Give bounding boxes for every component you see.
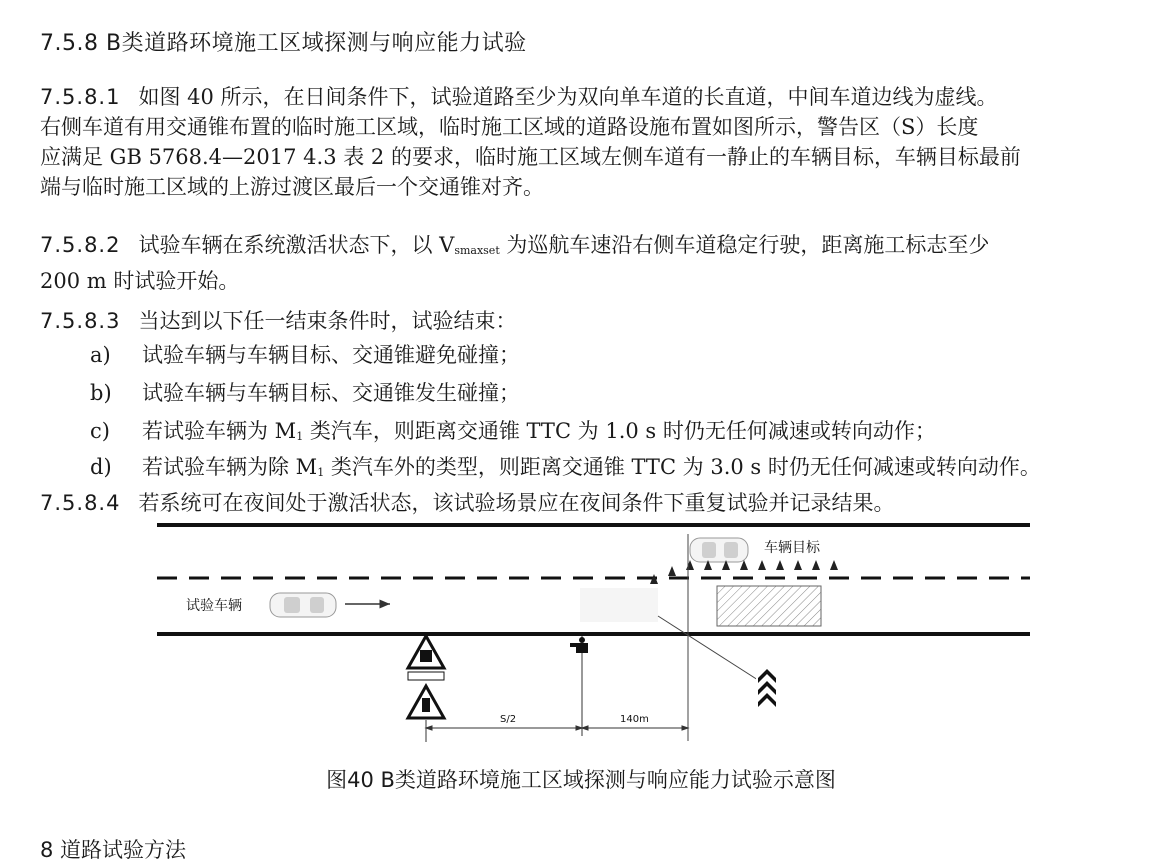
paragraph-line: 应满足 GB 5768.4—2017 4.3 表 2 的要求，临时施工区域左侧车道有一静止的车辆目标，车辆目标最前 xyxy=(40,145,1021,169)
list-label: b) xyxy=(90,381,112,405)
paragraph-7-5-8-2 xyxy=(40,230,1140,296)
dimension-140m-label: 140m xyxy=(620,714,649,725)
list-text-pre: 若试验车辆为 M xyxy=(142,419,297,443)
list-item-b xyxy=(90,378,520,408)
traffic-cone-row xyxy=(650,560,838,584)
list-text-post: 类汽车，则距离交通锥 TTC 为 1.0 s 时仍无任何减速或转向动作； xyxy=(303,419,936,443)
list-label: c) xyxy=(90,419,110,443)
list-text-pre: 若试验车辆为除 M xyxy=(142,455,318,479)
work-area xyxy=(717,586,821,626)
blurred-sign xyxy=(580,588,658,622)
list-label: d) xyxy=(90,455,112,479)
paragraph-line: 200 m 时试验开始。 xyxy=(40,269,240,293)
figure-caption: 图40 B类道路环境施工区域探测与响应能力试验示意图 xyxy=(326,768,836,792)
paragraph-line: 端与临时施工区域的上游过渡区最后一个交通锥对齐。 xyxy=(40,175,544,199)
list-item-a xyxy=(90,340,520,370)
flagger-warning-sign-icon xyxy=(408,686,444,718)
paragraph-text: 若系统可在夜间处于激活状态，该试验场景应在夜间条件下重复试验并记录结果。 xyxy=(138,491,895,515)
list-item-c xyxy=(90,416,936,452)
speed-subscript: smaxset xyxy=(454,244,500,257)
flagger-sign-icon xyxy=(570,636,588,736)
paragraph-text-pre: 试验车辆在系统激活状态下，以 V xyxy=(138,233,455,257)
dimension-s2-label: S/2 xyxy=(500,714,517,725)
paragraph-7-5-8-1 xyxy=(40,82,1140,202)
paragraph-text-post: 为巡航车速沿右侧车道稳定行驶，距离施工标志至少 xyxy=(499,233,990,257)
list-text: 试验车辆与车辆目标、交通锥发生碰撞； xyxy=(142,381,520,405)
target-vehicle-label: 车辆目标 xyxy=(764,540,820,556)
construction-zone-diagram xyxy=(150,516,1050,752)
list-text-post: 类汽车外的类型，则距离交通锥 TTC 为 3.0 s 时仍无任何减速或转向动作。 xyxy=(324,455,1041,479)
list-label: a) xyxy=(90,343,111,367)
paragraph-text: 当达到以下任一结束条件时，试验结束： xyxy=(138,309,517,333)
section-title: 7.5.8 B类道路环境施工区域探测与响应能力试验 xyxy=(40,31,527,56)
paragraph-7-5-8-4 xyxy=(40,488,1140,518)
paragraph-line: 右侧车道有用交通锥布置的临时施工区域，临时施工区域的道路设施布置如图所示，警告区（S）长度 xyxy=(40,115,979,139)
clause-number: 7.5.8.3 xyxy=(40,309,121,333)
category-subscript: 1 xyxy=(296,430,304,443)
construction-warning-sign-icon xyxy=(408,636,444,680)
clause-number: 7.5.8.2 xyxy=(40,233,121,257)
test-vehicle-label: 试验车辆 xyxy=(186,598,242,614)
clause-number: 7.5.8.4 xyxy=(40,491,121,515)
category-subscript: 1 xyxy=(317,466,325,479)
test-vehicle-icon xyxy=(270,593,336,617)
target-vehicle-icon xyxy=(690,538,748,562)
next-section-title-partial: 8 道路试验方法 xyxy=(40,838,187,862)
chevron-sign-icon xyxy=(756,666,778,707)
paragraph-line: 如图 40 所示，在日间条件下，试验道路至少为双向单车道的长直道，中间车道边线为虚线。 xyxy=(138,85,998,109)
clause-number: 7.5.8.1 xyxy=(40,85,121,109)
paragraph-7-5-8-3 xyxy=(40,306,1140,336)
list-text: 试验车辆与车辆目标、交通锥避免碰撞； xyxy=(142,343,520,367)
list-item-d xyxy=(90,452,1041,488)
